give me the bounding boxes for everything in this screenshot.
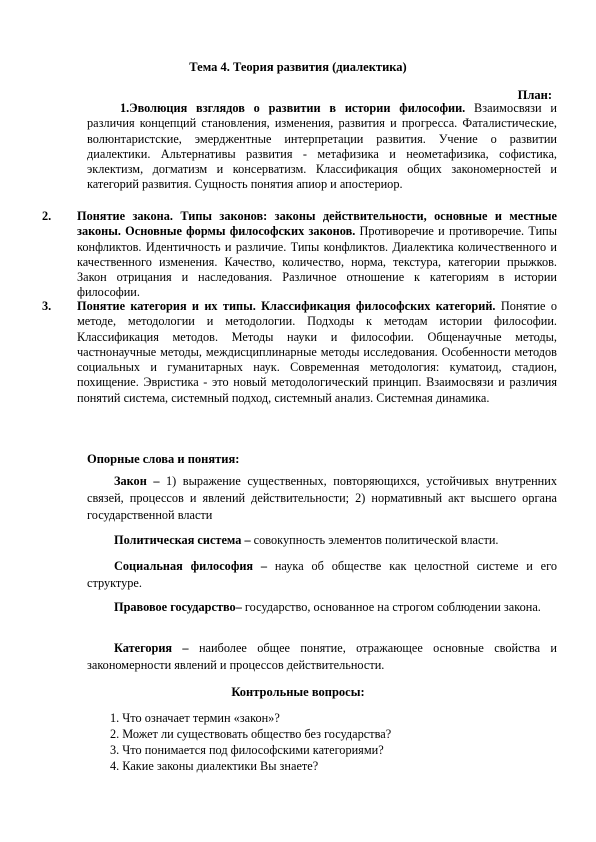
control-questions-list: [110, 710, 391, 774]
definition-political-system: [87, 532, 557, 549]
plan-item-3: [42, 299, 557, 406]
plan-item-1-text: Взаимосвязи и различия концепций становления, изменения, развития и прогресса. Фаталистические, волюнтаристские, эмерджентные интерпретации развития. Учение о развитии диалектики. Альтернативы развития - метафизика и неометафизика, софистика, эклектизм, догматизм и консерватизм. Классификация общих закономерностей и категорий развития. Сущность понятия апиор и апостериор.: [87, 101, 557, 192]
definition-law: [87, 473, 557, 524]
definition-category: [87, 640, 557, 674]
plan-item-1-heading: Эволюция взглядов о развитии в истории философии.: [129, 101, 466, 115]
plan-item-3-text: Понятие о методе, методологии и методологии. Подходы к методам истории философии. Классификация методов. Методы науки и философии. Общенаучные методы, частнонаучные методы, междисциплинарные методы исследования. Особенности методов социальных и гуманитарных наук. Современная методология: куматоид, стадион, похищение. Эвристика - это новый методологический принцип. Взаимосвязи и различия понятий система, системный подход, системный анализ. Системная динамика.: [77, 299, 557, 405]
definition-text: государство, основанное на строгом соблюдении закона.: [241, 600, 541, 614]
definition-text: наиболее общее понятие, отражающее основные свойства и закономерности явлений и процессов действительности.: [87, 641, 557, 672]
question-item: 2. Может ли существовать общество без государства?: [110, 727, 392, 741]
keywords-heading: Опорные слова и понятия:: [87, 452, 240, 466]
definition-rule-of-law-state: [87, 599, 557, 616]
question-item: 1. Что означает термин «закон»?: [110, 711, 280, 725]
definition-term: Категория –: [114, 641, 189, 655]
plan-heading: План:: [517, 88, 552, 102]
definition-text: 1) выражение существенных, повторяющихся, устойчивых внутренних связей, процессов и явлений действительности; 2) нормативный акт высшего органа государственной власти: [87, 474, 557, 522]
plan-item-2-text: Противоречие и противоречие. Типы конфликтов. Идентичность и различие. Типы конфликтов. Диалектика количественного и качественного изменения. Качество, количество, норма, текстура, категории прыжков. Закон отрицания и наследования. Различное отношение к категориям в истории философии.: [77, 224, 557, 300]
plan-item-1-number: 1.: [120, 101, 130, 115]
definition-term: Политическая система –: [114, 533, 251, 547]
question-item: 4. Какие законы диалектики Вы знаете?: [110, 759, 319, 773]
question-item: 3. Что понимается под философскими категориями?: [110, 743, 384, 757]
topic-title: Тема 4. Теория развития (диалектика): [189, 60, 407, 74]
definition-term: Закон –: [114, 474, 160, 488]
definition-social-philosophy: [87, 558, 557, 592]
plan-item-3-number: 3.: [42, 299, 52, 313]
plan-item-3-heading: Понятие категория и их типы. Классификация философских категорий.: [77, 299, 496, 313]
control-questions-heading: Контрольные вопросы:: [231, 685, 365, 699]
definition-term: Социальная философия –: [114, 559, 268, 573]
plan-item-1: [87, 101, 557, 193]
plan-item-2: [42, 209, 557, 301]
definition-text: наука об обществе как целостной системе и его структуре.: [87, 559, 557, 590]
plan-item-2-number: 2.: [42, 209, 52, 223]
definition-term: Правовое государство–: [114, 600, 242, 614]
definition-text: совокупность элементов политической власти.: [250, 533, 499, 547]
plan-item-2-heading: Понятие закона. Типы законов: законы действительности, основные и местные законы. Основные формы философских законов.: [77, 209, 557, 239]
